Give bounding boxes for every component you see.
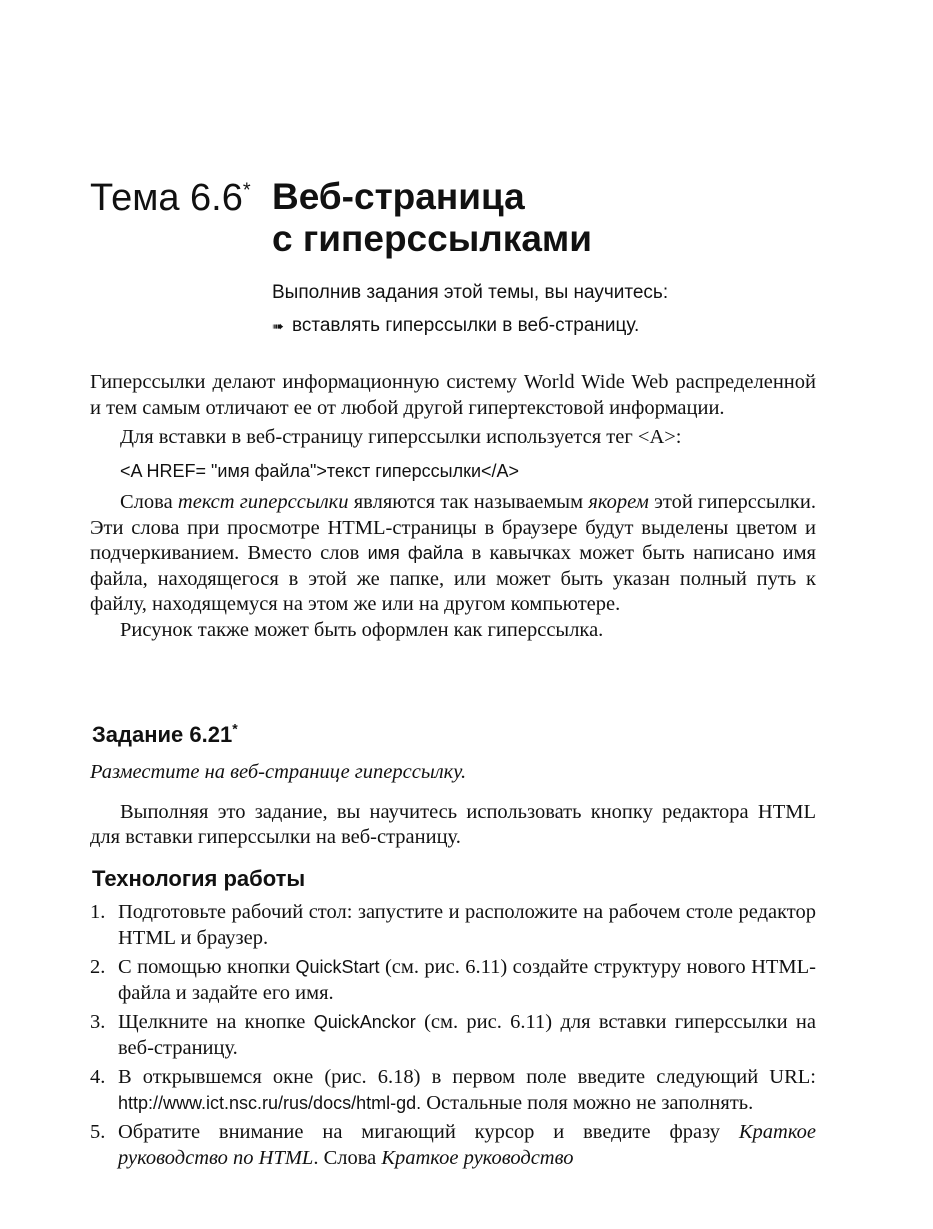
emphasis-hyperlink-text: текст гиперссылки <box>177 491 349 513</box>
page-title <box>272 176 592 260</box>
quickanchor-term: QuickAnckor <box>313 1012 416 1032</box>
learning-goals <box>272 276 668 343</box>
step-text: Подготовьте рабочий стол: запустите и расположите на рабочем столе редактор HTML и браузер. <box>118 901 816 949</box>
goals-intro: Выполнив задания этой темы, вы научитесь: <box>272 282 669 303</box>
goal-item <box>272 309 668 343</box>
task-title: Задание 6.21* <box>92 720 238 747</box>
title-line-1: Веб-страница <box>272 176 525 217</box>
intro-paragraph-4: Рисунок также может быть оформлен как гиперссылка. <box>120 618 604 641</box>
step-number: 3. <box>90 1011 106 1033</box>
phrase-term: Краткое руководство по HTML <box>118 1121 816 1169</box>
step-text: Обратите внимание на мигающий курсор и введите фразу Краткое руководство по HTML. Слова Краткое руководство <box>118 1121 816 1169</box>
goal-item-text: вставлять гиперссылки в веб-страницу. <box>292 315 640 336</box>
task-section <box>90 760 816 851</box>
step-number: 5. <box>90 1121 106 1143</box>
steps-list <box>90 900 816 1175</box>
arrow-icon: ➠ <box>272 318 284 334</box>
intro-paragraph-1: Гиперссылки делают информационную систему World Wide Web распределенной и тем самым отличают ее от любой другой гипертекстовой информации. <box>90 371 816 419</box>
step-number: 4. <box>90 1066 106 1088</box>
emphasis-anchor: якорем <box>588 491 649 513</box>
intro-section <box>90 370 816 643</box>
phrase-term-repeat: Краткое руководство <box>381 1146 574 1169</box>
step-text: С помощью кнопки QuickStart (см. рис. 6.11) создайте структуру нового HTML-файла и задайте его имя. <box>118 956 817 1004</box>
step-text: Щелкните на кнопке QuickAnckor (см. рис. 6.11) для вставки гиперссылки на веб-страницу. <box>118 1011 816 1059</box>
step-number: 1. <box>90 901 106 923</box>
topic-mark: * <box>242 179 251 202</box>
list-item <box>90 1065 816 1116</box>
task-mark: * <box>232 720 238 737</box>
list-item <box>90 955 816 1006</box>
list-item <box>90 1010 816 1061</box>
file-name-term: имя файла <box>367 543 464 563</box>
list-item <box>90 1120 816 1171</box>
code-example: <A HREF= "имя файла">текст гиперссылки</A> <box>120 460 520 481</box>
list-item <box>90 900 816 951</box>
title-line-2: с гиперссылками <box>272 218 593 259</box>
url-term: http://www.ict.nsc.ru/rus/docs/html-gd. <box>118 1092 422 1113</box>
intro-paragraph-2: Для вставки в веб-страницу гиперссылки используется тег <A>: <box>120 426 682 448</box>
quickstart-term: QuickStart <box>295 957 380 977</box>
technology-title: Технология работы <box>92 866 306 891</box>
step-text: В открывшемся окне (рис. 6.18) в первом поле введите следующий URL: http://www.ict.nsc.ru/rus/docs/html-gd. Остальные поля можно не заполнять. <box>118 1066 816 1114</box>
intro-paragraph-3: Слова текст гиперссылки являются так называемым якорем этой гиперссылки. Эти слова при просмотре HTML-страницы в браузере будут выделены цветом и подчеркиванием. Вместо слов имя файла в кавычках может быть написано имя файла, находящегося в этой же папке, или может быть указан полный путь к файлу, находящемуся на этом же или на другом компьютере. <box>90 491 816 615</box>
task-description: Выполняя это задание, вы научитесь использовать кнопку редактора HTML для вставки гиперссылки на веб-страницу. <box>90 800 816 848</box>
topic-number: Тема 6.6* <box>90 177 251 219</box>
task-subtitle: Разместите на веб-странице гиперссылку. <box>90 761 467 783</box>
step-number: 2. <box>90 956 106 978</box>
